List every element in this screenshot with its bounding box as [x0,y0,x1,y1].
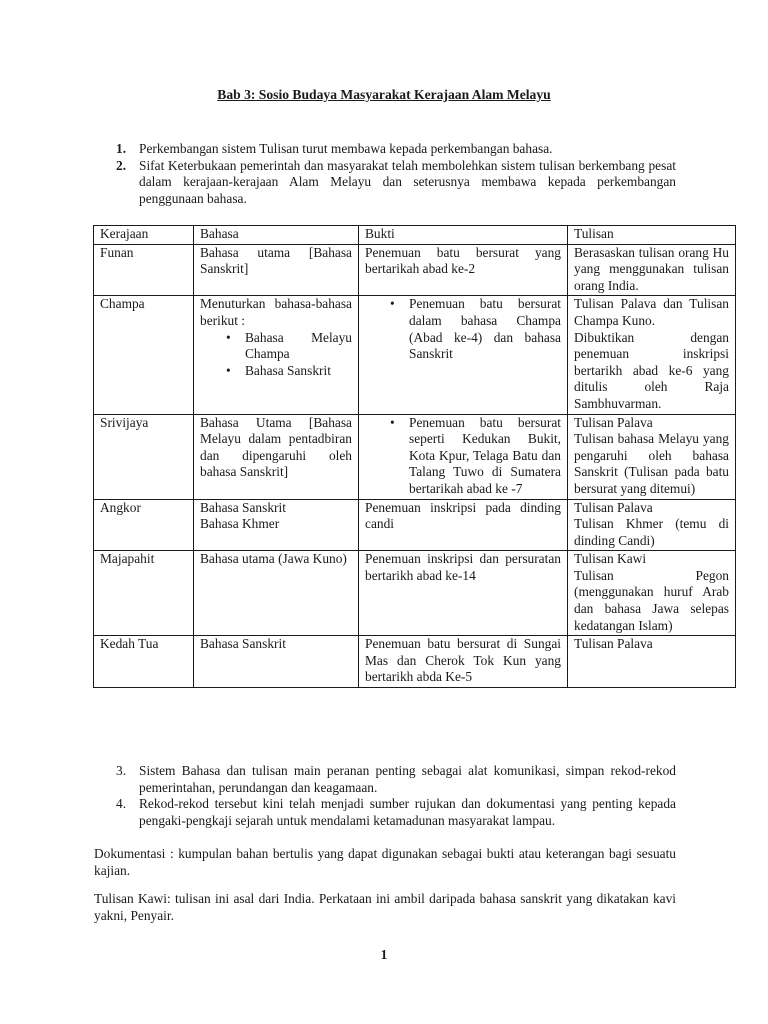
kingdom-table [93,225,736,688]
bullet-list [365,296,561,362]
cell-bukti [359,296,568,414]
cell-text: Tulisan Khmer (temu di dinding Candi) [574,516,729,548]
list-item [94,158,676,208]
list-number: 3. [116,763,127,778]
bullet-icon: • [226,362,231,378]
bullet-text: Penemuan batu bersurat dalam bahasa Champa (Abad ke-4) dan bahasa Sanskrit [409,296,561,362]
numbered-list-top [94,141,676,207]
list-text: Rekod-rekod tersebut kini telah menjadi sumber rujukan dan dokumentasi yang penting kepada pengaki-pengkaji sejarah untuk mendalami ketamadunan masyarakat lampau. [139,796,676,828]
table-row [94,244,736,296]
cell-text: Menuturkan bahasa-bahasa berikut : [200,296,352,328]
numbered-list-bottom [94,763,676,829]
chapter-title: Bab 3: Sosio Budaya Masyarakat Kerajaan Alam Melayu [217,87,551,102]
cell-text: Bahasa Khmer [200,516,280,532]
cell-bahasa: Bahasa Utama [Bahasa Melayu dalam pentadbiran dan dipengaruhi oleh bahasa Sanskrit] [194,414,359,499]
bullet-icon: • [390,414,395,430]
cell-bukti: Penemuan batu bersurat yang bertarikah abad ke-2 [359,244,568,296]
cell-kerajaan: Champa [94,296,194,414]
bullet-text: Penemuan batu bersurat seperti Kedukan Bukit, Kota Kpur, Telaga Batu dan Talang Tuwo di Sumatera bertarikah abad ke -7 [409,414,561,496]
cell-text: Tulisan bahasa Melayu yang pengaruhi oleh bahasa Sanskrit (Tulisan pada batu bersurat yang ditemui) [574,431,729,496]
table-row [94,636,736,688]
bullet-text: Bahasa Melayu Champa [245,329,352,362]
cell-tulisan [568,414,736,499]
cell-bahasa: Bahasa utama (Jawa Kuno) [194,551,359,636]
cell-text: Tulisan Palava dan Tulisan Champa Kuno. [574,296,729,328]
table-row [94,414,736,499]
bullet-list [365,415,561,498]
cell-bahasa: Bahasa Sanskrit [194,636,359,688]
header-bukti: Bukti [359,226,568,245]
bullet-item [390,296,561,362]
cell-bukti: Penemuan inskripsi pada dinding candi [359,499,568,551]
bullet-item [390,414,561,498]
cell-bahasa [194,296,359,414]
cell-text: Dibuktikan dengan penemuan inskripsi bertarikh abad ke-6 yang ditulis oleh Raja Sambhuvarman. [574,329,729,411]
bullet-list [200,330,352,380]
list-item [94,763,676,796]
cell-tulisan [568,499,736,551]
cell-text: Tulisan Pegon (menggunakan huruf Arab dan bahasa Jawa selepas kedatangan Islam) [574,567,729,633]
list-item [94,796,676,829]
bullet-icon: • [390,296,395,312]
cell-text: Tulisan Kawi [574,551,647,567]
cell-tulisan [568,296,736,414]
bullet-icon: • [226,329,231,345]
cell-text: Bahasa Sanskrit [200,499,286,515]
list-text: Perkembangan sistem Tulisan turut membawa kepada perkembangan bahasa. [139,141,553,156]
cell-text: Tulisan Palava [574,499,653,515]
header-tulisan: Tulisan [568,226,736,245]
page-number: 1 [380,947,388,962]
list-text: Sifat Keterbukaan pemerintah dan masyarakat telah membolehkan sistem tulisan berkembang pesat dalam kerajaan-kerajaan Alam Melayu dan seterusnya membawa kepada perkembangan penggunaan bahasa. [139,157,676,206]
cell-bahasa [194,499,359,551]
cell-text: Tulisan Palava [574,414,653,430]
cell-kerajaan: Angkor [94,499,194,551]
header-kerajaan: Kerajaan [94,226,194,245]
cell-kerajaan: Kedah Tua [94,636,194,688]
cell-bukti: Penemuan inskripsi dan persuratan bertarikh abad ke-14 [359,551,568,636]
cell-tulisan [568,551,736,636]
cell-tulisan: Tulisan Palava [568,636,736,688]
cell-kerajaan: Funan [94,244,194,296]
cell-kerajaan: Srivijaya [94,414,194,499]
cell-bukti [359,414,568,499]
cell-tulisan: Berasaskan tulisan orang Hu yang menggunakan tulisan orang India. [568,244,736,296]
table-row [94,296,736,414]
table-row [94,499,736,551]
paragraph-tulisan-kawi: Tulisan Kawi: tulisan ini asal dari India. Perkataan ini ambil daripada bahasa sanskrit yang dikatakan kavi yakni, Penyair. [94,891,676,923]
table-header-row [94,226,736,245]
list-number: 4. [116,796,127,812]
list-text: Sistem Bahasa dan tulisan main peranan penting sebagai alat komunikasi, simpan rekod-rekod pemerintahan, perundangan dan keagamaan. [139,763,676,795]
cell-kerajaan: Majapahit [94,551,194,636]
bullet-text: Bahasa Sanskrit [245,362,331,378]
list-number: 1. [116,141,127,156]
bullet-item [226,362,352,380]
bullet-item [226,329,352,363]
header-bahasa: Bahasa [194,226,359,245]
list-item [94,141,676,158]
cell-bukti: Penemuan batu bersurat di Sungai Mas dan Cherok Tok Kun yang bertarikh abda Ke-5 [359,636,568,688]
list-number: 2. [116,157,127,173]
cell-bahasa: Bahasa utama [Bahasa Sanskrit] [194,244,359,296]
paragraph-dokumentasi: Dokumentasi : kumpulan bahan bertulis yang dapat digunakan sebagai bukti atau keterangan bagi sesuatu kajian. [94,846,676,878]
table-row [94,551,736,636]
